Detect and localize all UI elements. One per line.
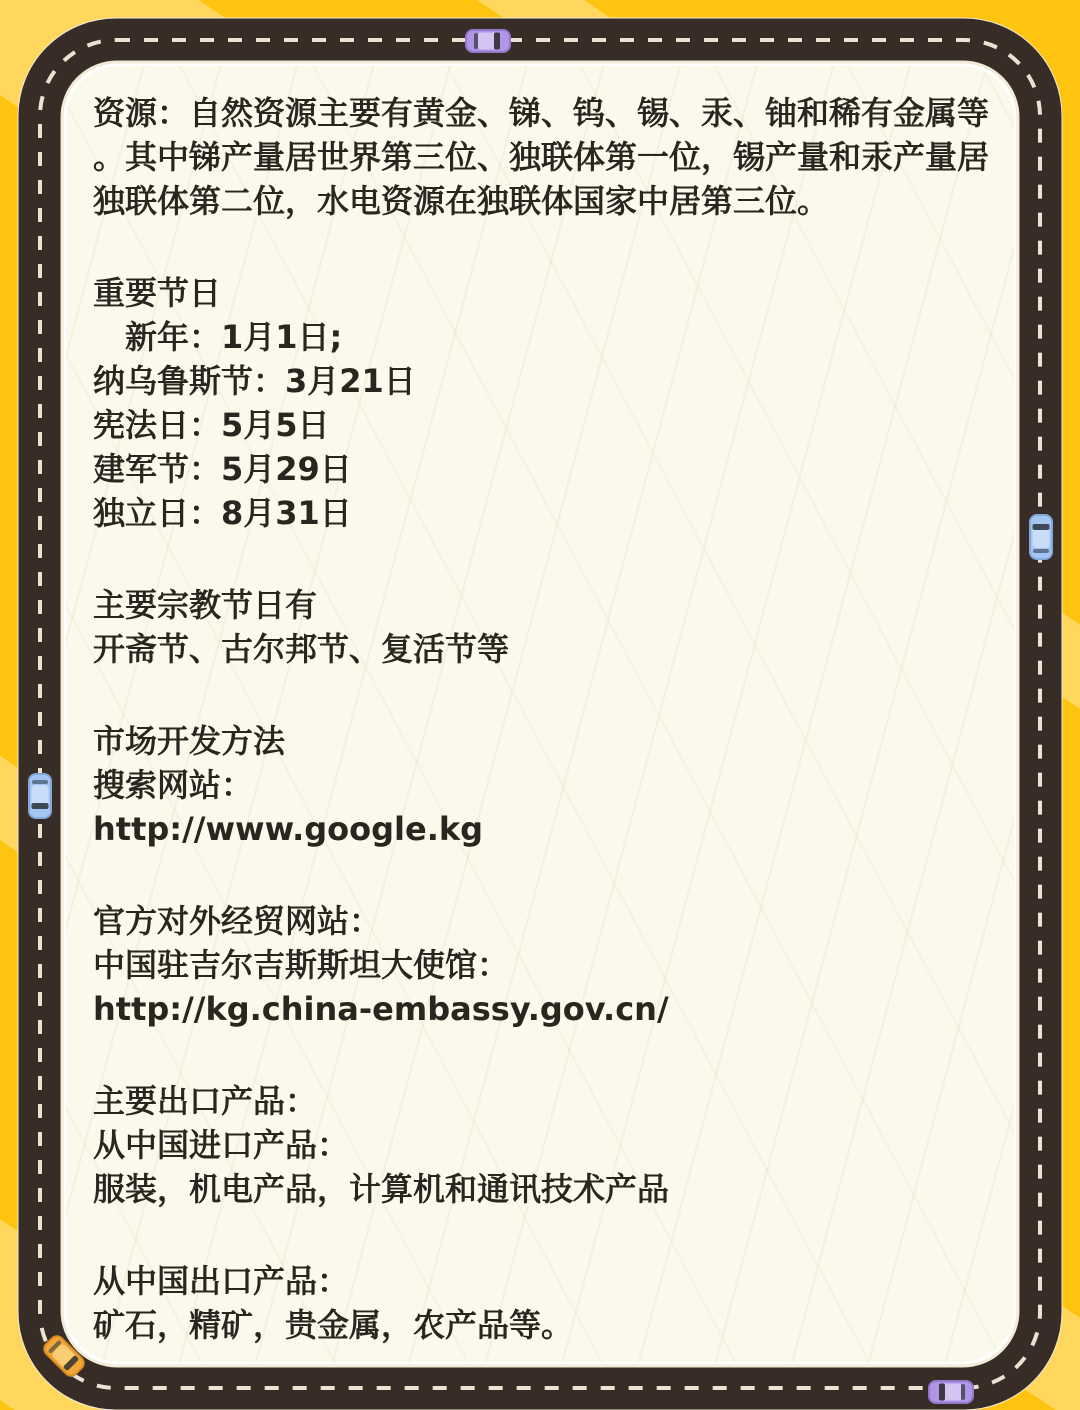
section-china-exports (93, 1259, 998, 1347)
text-line: 服装，机电产品，计算机和通讯技术产品 (93, 1170, 670, 1208)
section-resources (93, 91, 998, 223)
text-line: 资源：自然资源主要有黄金、锑、钨、锡、汞、铀和稀有金属等 (93, 94, 990, 132)
section-holidays (93, 271, 998, 535)
url-text: http://kg.china-embassy.gov.cn/ (93, 990, 669, 1028)
section-heading: 主要出口产品： (93, 1082, 318, 1120)
text-line: 新年：1月1日; (93, 318, 343, 356)
text-line: 独联体第二位，水电资源在独联体国家中居第三位。 (93, 182, 830, 220)
section-religious-festivals (93, 583, 998, 671)
section-market-development (93, 719, 998, 851)
blue-car-icon (1030, 515, 1052, 559)
document-text (93, 91, 998, 1395)
text-line: 从中国进口产品： (93, 1126, 350, 1164)
section-export-products (93, 1079, 998, 1211)
text-line: 矿石，精矿，贵金属，农产品等。 (93, 1306, 574, 1344)
purple-car-icon (466, 30, 510, 52)
section-heading: 市场开发方法 (93, 722, 286, 760)
text-line: 搜索网站： (93, 766, 254, 804)
section-heading: 官方对外经贸网站： (93, 902, 382, 940)
text-line: 中国驻吉尔吉斯斯坦大使馆： (93, 946, 510, 984)
text-line: 。其中锑产量居世界第三位、独联体第一位，锡产量和汞产量居 (93, 138, 990, 176)
section-heading: 主要宗教节日有 (93, 586, 318, 624)
text-line: 建军节：5月29日 (93, 450, 352, 488)
section-trade-websites (93, 899, 998, 1031)
section-heading: 重要节日 (93, 274, 222, 312)
section-heading: 从中国出口产品： (93, 1262, 350, 1300)
text-line: 宪法日：5月5日 (93, 406, 330, 444)
text-line: 独立日：8月31日 (93, 494, 352, 532)
text-line: 开斋节、古尔邦节、复活节等 (93, 630, 510, 668)
url-text: http://www.google.kg (93, 810, 484, 848)
text-line: 纳乌鲁斯节：3月21日 (93, 362, 416, 400)
